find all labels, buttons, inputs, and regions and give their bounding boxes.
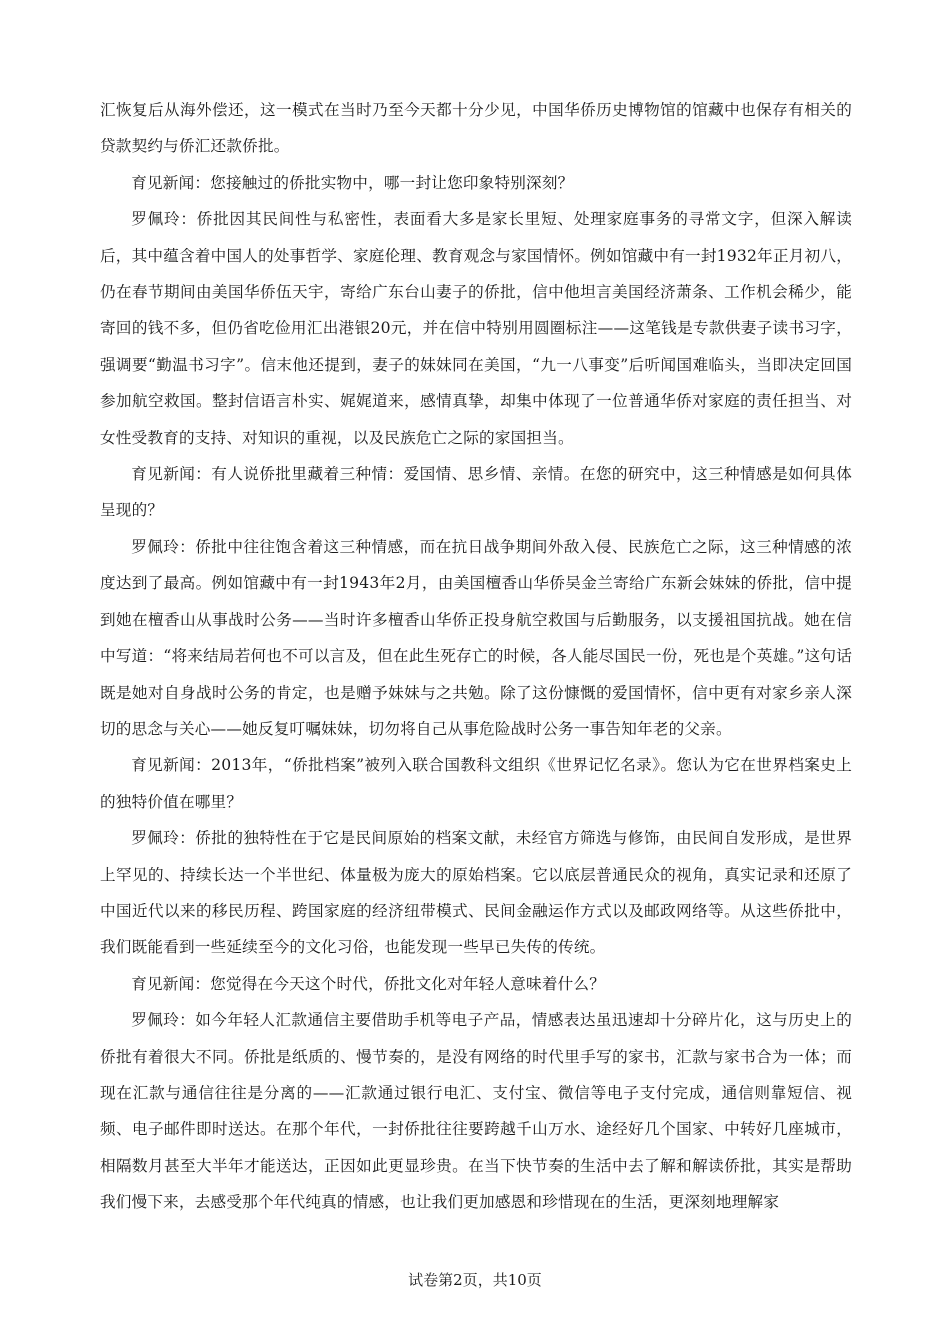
interview-question: 育见新闻：您接触过的侨批实物中，哪一封让您印象特别深刻？ [131, 173, 574, 192]
interview-answer: 罗佩玲：侨批因其民间性与私密性，表面看大多是家长里短、处理家庭事务的寻常文字，但深入解读后，其中蕴含着中国人的处事哲学、家庭伦理、教育观念与家国情怀。例如馆藏中有一封1932年正月初八，仍在春节期间由美国华侨伍天宇，寄给广东台山妻子的侨批，信中他坦言美国经济萧条、工作机会稀少，能寄回的钱不多，但仍省吃俭用汇出港银20元，并在信中特别用圆圈标注——这笔钱是专款供妻子读书习字，强调要“勤温书习字”。信末他还提到，妻子的妹妹同在美国，“九一八事变”后听闻国难临头，当即决定回国参加航空救国。整封信语言朴实、娓娓道来，感情真挚，却集中体现了一位普通华侨对家庭的责任担当、对女性受教育的支持、对知识的重视，以及民族危亡之际的家国担当。 [100, 210, 852, 447]
page-number-label: 试卷第2页，共10页 [408, 1271, 542, 1289]
page-footer [0, 1270, 950, 1290]
interview-question: 育见新闻：您觉得在今天这个时代，侨批文化对年轻人意味着什么？ [131, 974, 606, 993]
article-body [100, 92, 852, 1221]
paragraph-continuation: 汇恢复后从海外偿还，这一模式在当时乃至今天都十分少见，中国华侨历史博物馆的馆藏中也保存有相关的贷款契约与侨汇还款侨批。 [100, 101, 852, 156]
interview-answer: 罗佩玲：侨批的独特性在于它是民间原始的档案文献，未经官方筛选与修饰，由民间自发形成，是世界上罕见的、持续长达一个半世纪、体量极为庞大的原始档案。它以底层普通民众的视角，真实记录和还原了中国近代以来的移民历程、跨国家庭的经济纽带模式、民间金融运作方式以及邮政网络等。从这些侨批中，我们既能看到一些延续至今的文化习俗，也能发现一些早已失传的传统。 [100, 829, 852, 957]
interview-answer: 罗佩玲：如今年轻人汇款通信主要借助手机等电子产品，情感表达虽迅速却十分碎片化，这与历史上的侨批有着很大不同。侨批是纸质的、慢节奏的，是没有网络的时代里手写的家书，汇款与家书合为一体；而现在汇款与通信往往是分离的——汇款通过银行电汇、支付宝、微信等电子支付完成，通信则靠短信、视频、电子邮件即时送达。在那个年代，一封侨批往往要跨越千山万水、途经好几个国家、中转好几座城市，相隔数月甚至大半年才能送达，正因如此更显珍贵。在当下快节奏的生活中去了解和解读侨批，其实是帮助我们慢下来，去感受那个年代纯真的情感，也让我们更加感恩和珍惜现在的生活，更深刻地理解家 [100, 1011, 852, 1212]
interview-question: 育见新闻：有人说侨批里藏着三种情：爱国情、思乡情、亲情。在您的研究中，这三种情感是如何具体呈现的？ [100, 465, 852, 520]
interview-question: 育见新闻：2013年，“侨批档案”被列入联合国教科文组织《世界记忆名录》。您认为它在世界档案史上的独特价值在哪里？ [100, 756, 852, 811]
interview-answer: 罗佩玲：侨批中往往饱含着这三种情感，而在抗日战争期间外敌入侵、民族危亡之际，这三种情感的浓度达到了最高。例如馆藏中有一封1943年2月，由美国檀香山华侨吴金兰寄给广东新会妹妹的侨批，信中提到她在檀香山从事战时公务——当时许多檀香山华侨正投身航空救国与后勤服务，以支援祖国抗战。她在信中写道：“将来结局若何也不可以言及，但在此生死存亡的时候，各人能尽国民一份，死也是个英雄。”这句话既是她对自身战时公务的肯定，也是赠予妹妹与之共勉。除了这份慷慨的爱国情怀，信中更有对家乡亲人深切的思念与关心——她反复叮嘱妹妹，切勿将自己从事危险战时公务一事告知年老的父亲。 [100, 537, 852, 738]
